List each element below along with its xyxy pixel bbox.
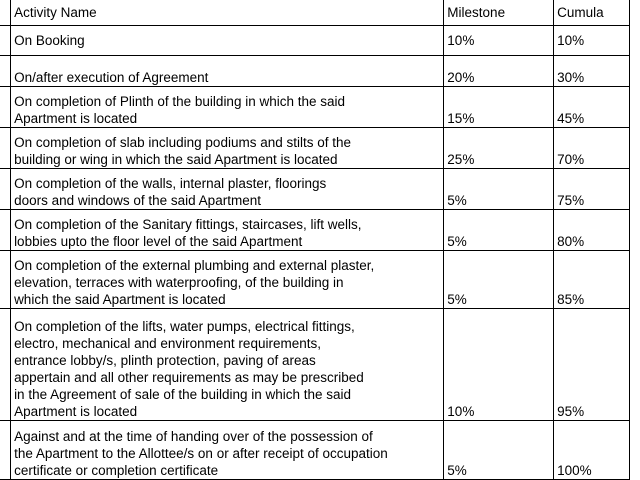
cumulative-cell: 70% [554, 128, 630, 169]
milestone-cell: 5% [444, 421, 554, 480]
activity-cell: Against and at the time of handing over of the possession of the Apartment to the Allottee/s on or after receipt of occupation certificate or completion certificate [11, 421, 444, 480]
serial-cell [0, 309, 11, 421]
milestone-cell: 5% [444, 169, 554, 210]
header-milestone: Milestone [444, 0, 554, 26]
cumulative-cell: 45% [554, 87, 630, 128]
milestone-cell: 10% [444, 309, 554, 421]
serial-cell [0, 26, 11, 56]
serial-cell [0, 251, 11, 309]
cumulative-cell: 80% [554, 210, 630, 251]
activity-cell: On completion of the external plumbing and external plaster, elevation, terraces with waterproofing, of the building in which the said Apartment is located [11, 251, 444, 309]
serial-cell [0, 0, 11, 26]
table-row [0, 87, 630, 128]
activity-cell: On completion of slab including podiums and stilts of the building or wing in which the said Apartment is located [11, 128, 444, 169]
activity-cell: On completion of Plinth of the building in which the said Apartment is located [11, 87, 444, 128]
cumulative-cell: 100% [554, 421, 630, 480]
activity-cell: On completion of the lifts, water pumps, electrical fittings, electro, mechanical and environment requirements, entrance lobby/s, plinth protection, paving of areas appertain and all other requirements as may be prescribed in the Agreement of sale of the building in which the said Apartment is located [11, 309, 444, 421]
table-row [0, 210, 630, 251]
cumulative-cell: 95% [554, 309, 630, 421]
milestone-cell: 5% [444, 210, 554, 251]
table-row [0, 56, 630, 87]
activity-cell: On Booking [11, 26, 444, 56]
milestone-cell: 15% [444, 87, 554, 128]
table-row [0, 169, 630, 210]
table-row [0, 26, 630, 56]
serial-cell [0, 421, 11, 480]
cumulative-cell: 30% [554, 56, 630, 87]
table-row [0, 251, 630, 309]
cumulative-cell: 75% [554, 169, 630, 210]
cumulative-cell: 85% [554, 251, 630, 309]
milestone-cell: 10% [444, 26, 554, 56]
activity-cell: On completion of the Sanitary fittings, staircases, lift wells, lobbies upto the floor level of the said Apartment [11, 210, 444, 251]
serial-cell [0, 210, 11, 251]
milestone-cell: 20% [444, 56, 554, 87]
header-cumulative: Cumula [554, 0, 630, 26]
milestone-cell: 5% [444, 251, 554, 309]
serial-cell [0, 87, 11, 128]
serial-cell [0, 169, 11, 210]
milestone-cell: 25% [444, 128, 554, 169]
serial-cell [0, 128, 11, 169]
serial-cell [0, 56, 11, 87]
table-row [0, 309, 630, 421]
header-activity-name: Activity Name [11, 0, 444, 26]
cumulative-cell: 10% [554, 26, 630, 56]
activity-cell: On completion of the walls, internal plaster, floorings doors and windows of the said Apartment [11, 169, 444, 210]
table-row [0, 421, 630, 480]
activity-cell: On/after execution of Agreement [11, 56, 444, 87]
table-row [0, 128, 630, 169]
header-row [0, 0, 630, 26]
